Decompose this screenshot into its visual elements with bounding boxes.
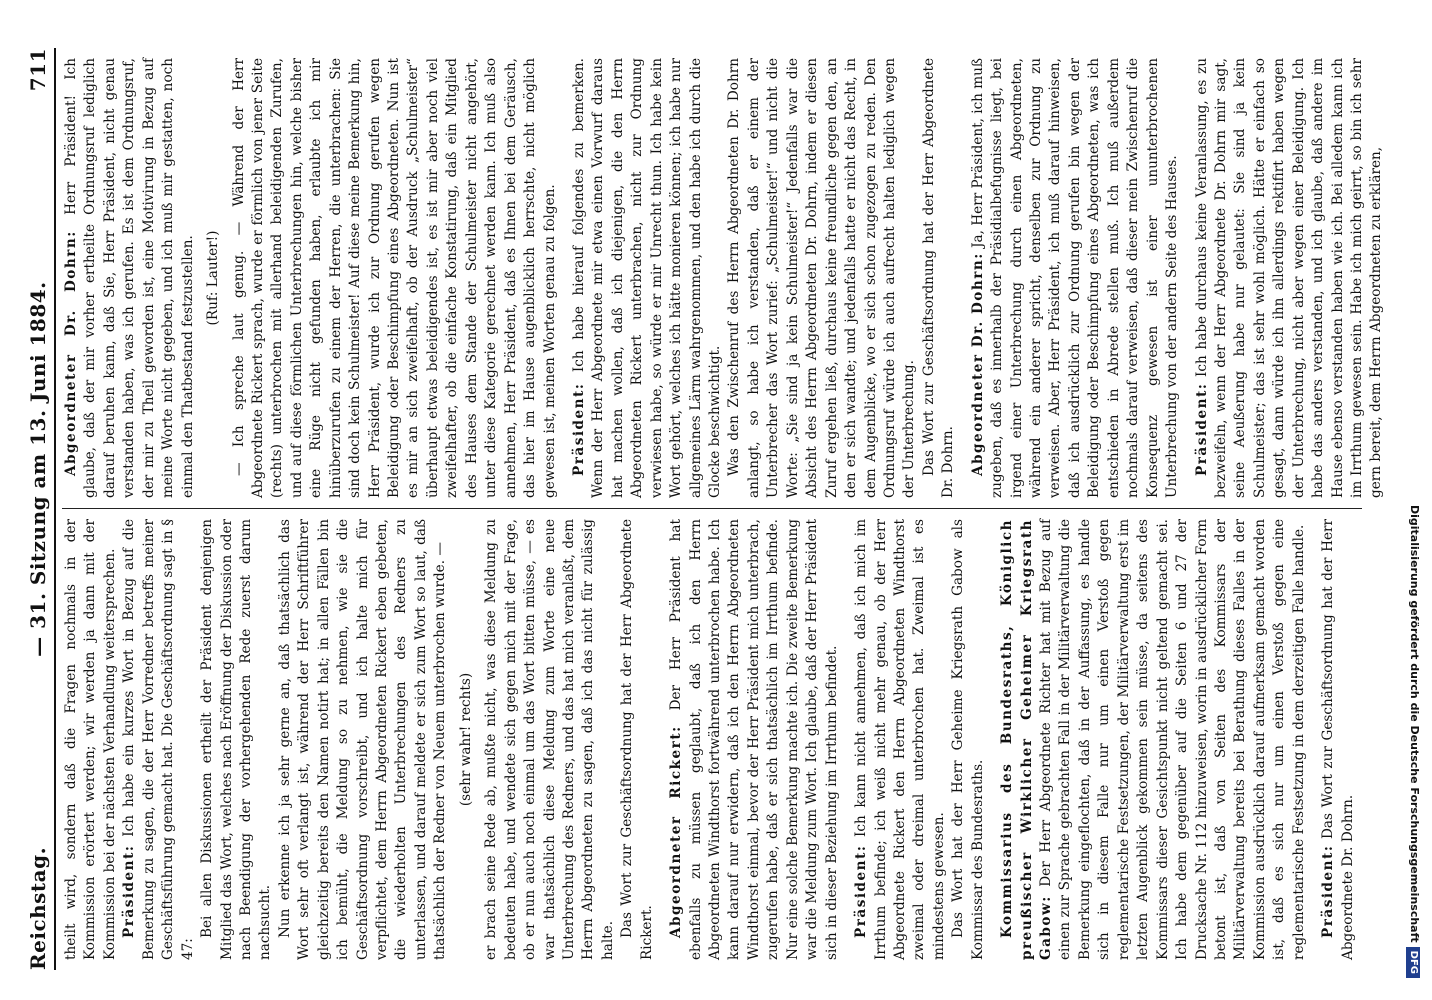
paragraph — [969, 58, 1183, 498]
speaker-label: Präsident: — [853, 844, 870, 938]
speaker-label: Abgeordneter Rickert: — [668, 725, 685, 938]
paragraph: Das Wort hat der Herr Geheime Kriegsrath Gabow als Kommissar des Bundesraths. — [950, 519, 986, 960]
paragraph-text: Das Wort zur Geschäftsordnung hat der Herr Abgeordnete Dr. Dohrn. — [1320, 519, 1356, 960]
paragraph: — Ich spreche laut genug. — Während der Herr Abgeordnete Rickert sprach, wurde er förmlich von jener Seite (rechts) unterbrochen mit allerhand beleidigenden Zurufen, und auf diese förmlichen Unterbrechungen hin, welche bisher eine Rüge nicht gefunden haben, erlaubte ich mir hinüberzurufen zu einem der Herren, die unterbrachen: Sie sind doch kein Schulmeister! Auf diese meine Bemerkung hin, Herr Präsident, wurde ich zur Ordnung gerufen wegen Beleidigung oder Beschimpfung eines Abgeordneten. Nun ist es mir an sich zweifelhaft, ob der Ausdruck „Schulmeister“ überhaupt etwas beleidigendes ist, es ist mir aber noch viel zweifelhafter, ob die einfache Konstatirung, daß ein Mitglied des Hauses dem Stande der Schulmeister nicht angehört, unter diese Kategorie gerechnet werden kann. Ich muß also annehmen, Herr Präsident, daß es Ihnen bei dem Geräusch, das hier im Hause augenblicklich herrschte, nicht möglich gewesen ist, meinen Worten genau zu folgen. — [230, 58, 558, 498]
paragraph-text: Ich kann nicht annehmen, daß ich mich im Irrthum befinde; ich weiß nicht mehr genau, ob der Herr Abgeordnete Rickert den Herrn Abgeordneten Windthorst zweimal oder dreimal unterbrochen hat. Zweimal ist es mindestens gewesen. — [853, 519, 947, 960]
rotated-page — [8, 20, 1408, 1000]
paragraph: Was den Zwischenruf des Herrn Abgeordneten Dr. Dohrn anlangt, so habe ich verstanden, daß er einem der Unterbrecher das Wort zurief: „Schulmeister!“ und nicht die Worte: „Sie sind ja kein Schulmeister!“ Jedenfalls war die Absicht des Herrn Abgeordneten Dr. Dohrn, indem er diesen Zuruf ergehen ließ, durchaus keine freundliche gegen den, an den er sich wandte; und jedenfalls hatte er nicht das Recht, in dem Augenblicke, wo er sich schon zugezogen zu reden. Den Ordnungsruf würde ich auch aufrecht halten lediglich wegen der Unterbrechung. — [726, 58, 918, 498]
paragraph — [998, 519, 1309, 960]
paragraph: er brach seine Rede ab, mußte nicht, was diese Meldung zu bedeuten habe, und wendete sich gegen mich mit der Frage, ob er nun auch noch einmal um das Wort bitten müsse, — es war thatsächlich diese Meldung zum Worte eine neue Unterbrechung des Redners, und das hat mich veranlaßt, dem Herrn Abgeordneten zu sagen, daß ich das nicht für zulässig halte. — [483, 519, 616, 960]
speaker-label: Abgeordneter Dr. Dohrn: — [969, 252, 986, 476]
paragraph: Das Wort zur Geschäftsordnung hat der Herr Abgeordnete Rickert. — [619, 519, 655, 960]
right-column — [62, 48, 1385, 509]
digitization-sidebar — [1400, 22, 1428, 978]
paragraph-text: Ja, Herr Präsident, ich muß zugeben, daß es innerhalb der Präsidialbefugnisse liegt, bei irgend einer Unterbrechung durch einen Abgeordneten, während ein anderer spricht, denselben zur Ordnung zu verweisen. Aber, Herr Präsident, ich muß darauf hinweisen, daß ich ausdrücklich zur Ordnung gerufen bin wegen der Beleidigung oder Beschimpfung eines Abgeordneten, was ich entschieden in Abrede stellen muß. Ich muß außerdem nochmals darauf verweisen, daß dieser mein Zwischenruf die Konsequenz gewesen ist einer ununterbrochenen Unterbrechung von der andern Seite des Hauses. — [969, 58, 1181, 498]
paragraph — [667, 519, 842, 960]
paragraph-text: Ich habe ein kurzes Wort in Bezug auf die Bemerkung zu sagen, die der Herr Vorredner betreffs meiner Geschäftsführung gemacht hat. Die Geschäftsordnung sagt in § 47: — [121, 519, 196, 960]
paragraph: theilt wird, sondern daß die Fragen nochmals in der Kommission erörtert werden; wir werden ja dann mit der Kommission bei der nächsten Verhandlung weitersprechen. — [63, 519, 118, 960]
paragraph-text: Ich habe durchaus keine Veranlassung, es zu bezweifeln, wenn der Herr Abgeordnete Dr. Dohrn mir sagt, seine Aeußerung habe nur gelautet: Sie sind ja kein Schulmeister; das ist sehr wohl möglich. Hätte er einfach so gesagt, dann würde ich ihn allerdings rektifirt haben wegen der Unterbrechung, nicht aber wegen einer Beleidigung. Ich habe das anders verstanden, und ich glaube, daß andere im Hause ebenso verstanden haben wie ich. Bei alledem kann ich im Irrthum gewesen sein. Habe ich mich geirrt, so bin ich sehr gern bereit, dem Herrn Abgeordneten zu erklären, — [1193, 58, 1385, 498]
paragraph-text: Der Herr Abgeordnete Richter hat mit Bezug auf einen zur Sprache gebrachten Fall in der Militärverwaltung die Bemerkung eingeflochten, daß in der Auffassung, es handle sich in diesem Falle nur um einen Verstoß gegen reglementarische Festsetzungen, der Militärverwaltung erst im letzten Augenblick gekommen sein müsse, da seitens des Kommissars dieser Gesichtspunkt nicht geltend gemacht sei. Ich habe dem gegenüber auf die Seiten 6 und 27 der Drucksache Nr. 112 hinzuweisen, worin in ausdrücklicher Form betont ist, daß von Seiten des Kommissars der Militärverwaltung bereits bei Berathung dieses Falles in der Kommission ausdrücklich darauf aufmerksam gemacht worden ist, daß es sich nur um einen Verstoß gegen eine reglementarische Festsetzung in dem derzeitigen Falle handle. — [1038, 519, 1307, 960]
paragraph: Das Wort zur Geschäftsordnung hat der Herr Abgeordnete Dr. Dohrn. — [920, 58, 957, 498]
speaker-label: Präsident: — [1193, 382, 1210, 476]
speaker-label: Präsident: — [1320, 844, 1337, 938]
paragraph — [852, 519, 949, 960]
left-column — [62, 509, 1362, 970]
paragraph — [570, 58, 726, 498]
quote-paragraph: Bei allen Diskussionen ertheilt der Präsident denjenigen Mitglied das Wort, welches nach Eröffnung der Diskussion oder nach Beendigung der vorhergehenden Rede zuerst darum nachsucht. — [199, 519, 274, 960]
paragraph-text: Ich habe hierauf folgendes zu bemerken. Wenn der Herr Abgeordnete mir etwa einen Vorwurf daraus hat machen wollen, daß ich diejenigen, die den Herrn Abgeordneten Rickert unterbrachen, nicht zur Ordnung verwiesen habe, so würde er mir Unrecht thun. Ich habe kein Wort gehört, welches ich hätte monieren können; ich habe nur allgemeines Lärm wahrgenommen, und den habe ich durch die Glocke beschwichtigt. — [570, 58, 723, 498]
paragraph-text: Herr Präsident! Ich glaube, daß der mir vorher ertheilte Ordnungsruf lediglich darauf beruhen kann, daß Sie, Herr Präsident, nicht genau verstanden haben, was ich gerufen. Es ist dem Ordnungsruf, der mir zu Theil geworden ist, eine Motivirung in Bezug auf meine Worte nicht gegeben, und ich muß mir gestatten, noch einmal den Thatbestand festzustellen. — [63, 57, 196, 498]
digitization-credit — [1400, 22, 1428, 978]
paragraph — [62, 58, 198, 498]
interjection: (Ruf: Lauter!) — [205, 230, 222, 326]
paragraph — [1193, 58, 1387, 498]
paragraph-text: Der Herr Präsident hat ebenfalls zu müssen geglaubt, daß ich den Herrn Abgeordneten Windthorst fortwährend unterbrochen habe. Ich kann darauf nur erwidern, daß ich den Herrn Abgeordneten Windthorst einmal, bevor der Herr Präsident mich unterbrach, zugerufen habe, daß er sich thatsächlich im Irrthum befinde. Nur eine solche Bemerkung machte ich. Die zweite Bemerkung war die Meldung zum Wort. Ich glaube, daß der Herr Präsident sich in dieser Beziehung im Irrthum befindet. — [668, 518, 840, 960]
page-number: 711 — [26, 48, 50, 92]
speaker-label: Präsident: — [570, 382, 587, 476]
header-title: — 31. Sitzung am 13. Juni 1884. — [26, 281, 50, 657]
dfg-logo: DFG — [1406, 947, 1420, 978]
speaker-label: Abgeordneter Dr. Dohrn: — [63, 230, 79, 476]
credit-text: Digitalisierung gefördert durch die Deutsche Forschungsgemeinschaft — [1408, 504, 1421, 943]
page-header — [26, 48, 56, 970]
interjection: (sehr wahr! rechts) — [457, 672, 474, 807]
speaker-label: Kommissarius des Bundesraths, Königlich preußischer Wirklicher Geheimer Kriegsrath Gabow: — [999, 519, 1054, 960]
paragraph — [120, 519, 198, 960]
text-columns — [62, 48, 1385, 970]
paragraph: Nun erkenne ich ja sehr gerne an, daß thatsächlich das Wort sehr oft verlangt ist, während der Herr Schriftführer gleichzeitig bereits den Namen notirt hat; in allen Fällen bin ich bemüht, die Meldung so zu nehmen, wie sie die Geschäftsordnung vorschreibt, und ich halte mich für verpflichtet, dem Herrn Abgeordneten Rickert eben gebeten, die wiederholten Unterbrechungen des Redners zu unterlassen, und darauf meldete er sich zum Wort so laut, daß thatsächlich der Redner von Neuem unterbrochen wurde. — — [276, 519, 449, 960]
header-left: Reichstag. — [26, 846, 50, 970]
speaker-label: Präsident: — [121, 844, 138, 938]
paragraph — [1319, 519, 1358, 960]
